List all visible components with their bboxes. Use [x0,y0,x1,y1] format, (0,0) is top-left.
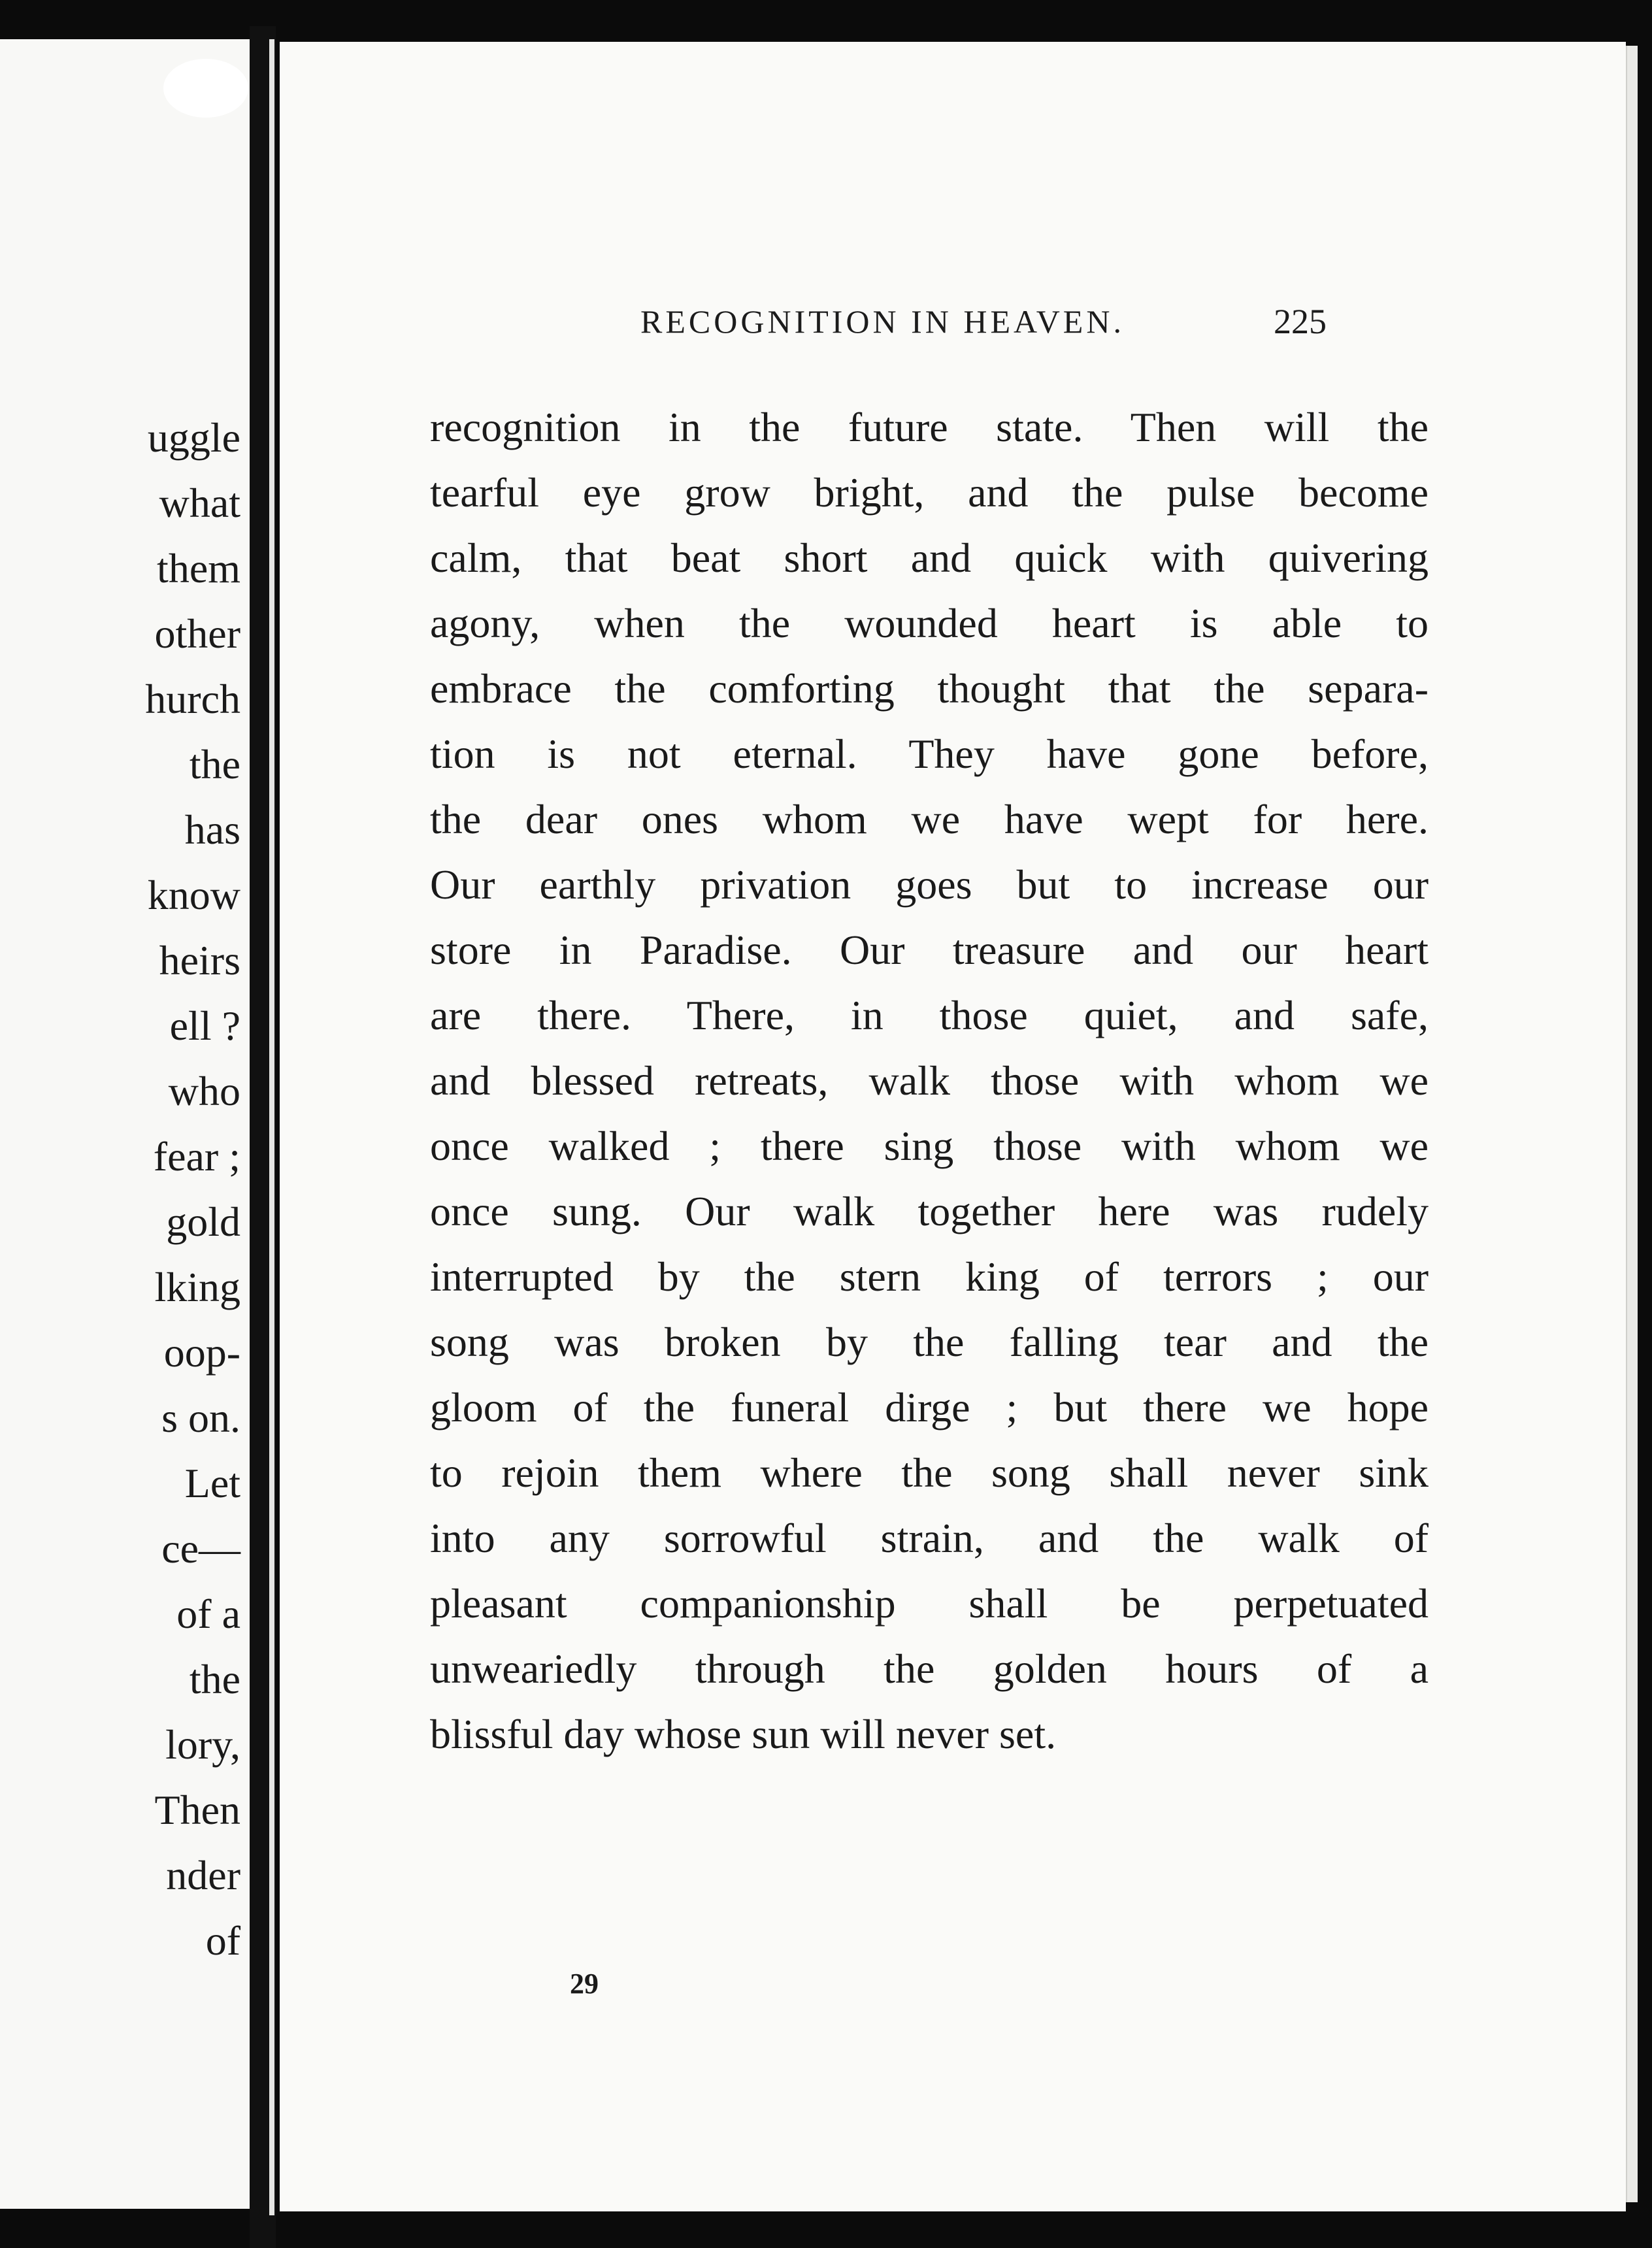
text-line: tearful eye grow bright, and the pulse become [430,469,1429,516]
text-line: tion is not eternal. They have gone before, [430,731,1429,777]
previous-page-line: of [205,1917,240,1964]
previous-page-line: who [168,1068,240,1114]
paper-blot [163,59,248,118]
text-line: once sung. Our walk together here was rudely [430,1188,1429,1234]
previous-page-line: has [184,806,240,853]
previous-page-line: oop- [163,1329,240,1376]
previous-page-line: Let [184,1460,240,1506]
previous-page-line: the [189,1656,240,1702]
previous-page-line: ce— [161,1525,240,1572]
text-line: unweariedly through the golden hours of a [430,1645,1429,1692]
text-line: blissful day whose sun will never set. [430,1711,1057,1757]
previous-page-line: gold [166,1198,240,1245]
text-line: pleasant companionship shall be perpetuated [430,1580,1429,1627]
signature-mark: 29 [570,1968,599,2000]
previous-page-line: nder [166,1852,240,1898]
text-line: song was broken by the falling tear and the [430,1319,1429,1365]
previous-page-line: hurch [145,676,240,722]
text-line: once walked ; there sing those with whom we [430,1123,1429,1169]
previous-page-line: s on. [161,1395,240,1441]
text-line: gloom of the funeral dirge ; but there we hope [430,1384,1429,1430]
previous-page-line: lory, [165,1721,240,1768]
text-line: recognition in the future state. Then will the [430,404,1429,450]
text-line: calm, that beat short and quick with quivering [430,535,1429,581]
text-line: agony, when the wounded heart is able to [430,600,1429,646]
previous-page-line: ell ? [169,1002,240,1049]
previous-page-line: the [189,741,240,787]
text-line: store in Paradise. Our treasure and our heart [430,927,1429,973]
previous-page-line: what [159,480,240,526]
text-line: are there. There, in those quiet, and safe, [430,992,1429,1038]
previous-page-fragment [0,39,250,2209]
text-line: embrace the comforting thought that the separa- [430,665,1429,712]
previous-page-line: other [154,610,240,657]
text-line: into any sorrowful strain, and the walk of [430,1515,1429,1561]
previous-page-line: heirs [159,937,240,984]
previous-page-line: know [147,872,240,918]
running-head [372,295,1340,348]
previous-page-line: them [157,545,240,591]
text-line: to rejoin them where the song shall never sink [430,1449,1429,1496]
previous-page-line: lking [154,1264,240,1310]
page-edge-left [269,39,274,2215]
previous-page-line: uggle [147,414,240,461]
previous-page-line: fear ; [153,1133,240,1180]
text-line: interrupted by the stern king of terrors ; our [430,1253,1429,1300]
page-number: 225 [1274,302,1327,341]
previous-page-line: Then [154,1787,240,1833]
previous-page-line: of a [176,1591,240,1637]
text-line: the dear ones whom we have wept for here. [430,796,1429,842]
text-line: and blessed retreats, walk those with whom we [430,1057,1429,1104]
body-text [430,395,1429,1767]
text-line: Our earthly privation goes but to increase our [430,861,1429,908]
previous-page-text [145,405,240,1974]
page-edge-right [1626,46,1638,2202]
running-title: RECOGNITION IN HEAVEN. [640,303,1125,340]
